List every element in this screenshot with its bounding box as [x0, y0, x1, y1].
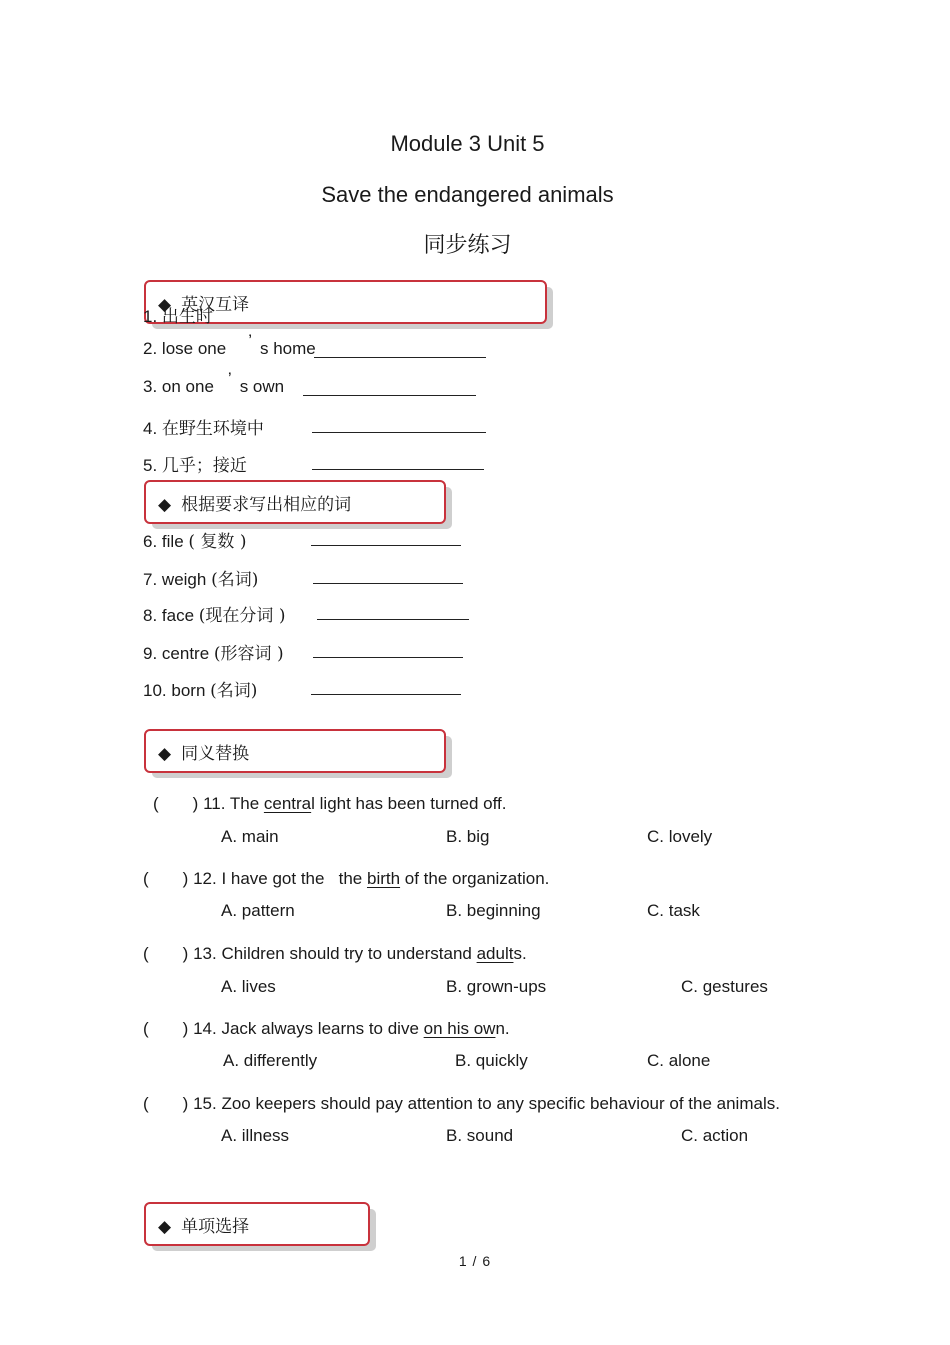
diamond-icon: ◆ — [158, 295, 172, 315]
question-3: 3. on one ’ s own — [143, 369, 285, 396]
section-title: 根据要求写出相应的词 — [181, 495, 352, 515]
section-header-synonyms — [144, 729, 446, 773]
answer-blank-5[interactable] — [312, 469, 484, 470]
option-a[interactable]: A. main — [221, 827, 279, 846]
lesson-title: Save the endangered animals — [321, 182, 614, 207]
option-c[interactable]: C. action — [681, 1126, 749, 1145]
section-title: 同义替换 — [181, 744, 250, 764]
answer-blank-2[interactable] — [314, 357, 486, 358]
answer-blank-7[interactable] — [313, 583, 463, 584]
question-9: 9. centre (形容词 ) — [143, 644, 284, 664]
practice-title: 同步练习 — [423, 233, 512, 258]
question-1: 1. 出生时 — [143, 307, 213, 327]
option-b[interactable]: B. grown-ups — [446, 977, 547, 996]
option-a[interactable]: A. pattern — [221, 901, 295, 920]
option-a[interactable]: A. lives — [221, 977, 276, 996]
question-13: ( ) 13. Children should try to understand adults. — [143, 944, 527, 963]
answer-blank-10[interactable] — [311, 694, 461, 695]
question-5: 5. 几乎；接近 — [143, 456, 247, 476]
question-2: 2. lose one ’ s home — [143, 331, 316, 358]
option-c[interactable]: C. alone — [647, 1051, 711, 1070]
question-7: 7. weigh (名词) — [143, 570, 259, 590]
option-c[interactable]: C. task — [647, 901, 700, 920]
question-8: 8. face (现在分词 ) — [143, 606, 286, 626]
answer-blank-6[interactable] — [311, 545, 461, 546]
answer-paren[interactable]: ( ) — [143, 1019, 189, 1038]
question-10: 10. born (名词) — [143, 681, 258, 701]
section-header-wordforms — [144, 480, 446, 524]
page-number: 1 / 6 — [458, 1253, 492, 1269]
diamond-icon: ◆ — [158, 744, 172, 764]
option-b[interactable]: B. big — [446, 827, 490, 846]
option-b[interactable]: B. sound — [446, 1126, 514, 1145]
question-12: ( ) 12. I have got the the birth of the organization. — [143, 869, 550, 888]
answer-blank-4[interactable] — [312, 432, 486, 433]
question-4: 4. 在野生环境中 — [143, 419, 264, 439]
option-a[interactable]: A. differently — [223, 1051, 318, 1070]
section-title: 单项选择 — [181, 1217, 250, 1237]
section-title: 英汉互译 — [181, 295, 250, 315]
answer-paren[interactable]: ( ) — [153, 794, 199, 813]
option-c[interactable]: C. lovely — [647, 827, 713, 846]
option-b[interactable]: B. beginning — [446, 901, 541, 920]
question-6: 6. file ( 复数 ) — [143, 532, 247, 552]
question-15: ( ) 15. Zoo keepers should pay attention to any specific behaviour of the animals. — [143, 1094, 780, 1113]
answer-paren[interactable]: ( ) — [143, 944, 189, 963]
option-a[interactable]: A. illness — [221, 1126, 290, 1145]
answer-blank-8[interactable] — [317, 619, 469, 620]
answer-paren[interactable]: ( ) — [143, 1094, 189, 1113]
option-c[interactable]: C. gestures — [681, 977, 768, 996]
question-11: ( ) 11. The central light has been turned off. — [153, 794, 507, 813]
section-header-choice — [144, 1202, 370, 1246]
module-title: Module 3 Unit 5 — [390, 131, 545, 156]
answer-paren[interactable]: ( ) — [143, 869, 189, 888]
answer-blank-3[interactable] — [303, 395, 476, 396]
diamond-icon: ◆ — [158, 1217, 172, 1237]
diamond-icon: ◆ — [158, 495, 172, 515]
option-b[interactable]: B. quickly — [455, 1051, 528, 1070]
question-14: ( ) 14. Jack always learns to dive on his own. — [143, 1019, 510, 1038]
answer-blank-9[interactable] — [313, 657, 463, 658]
